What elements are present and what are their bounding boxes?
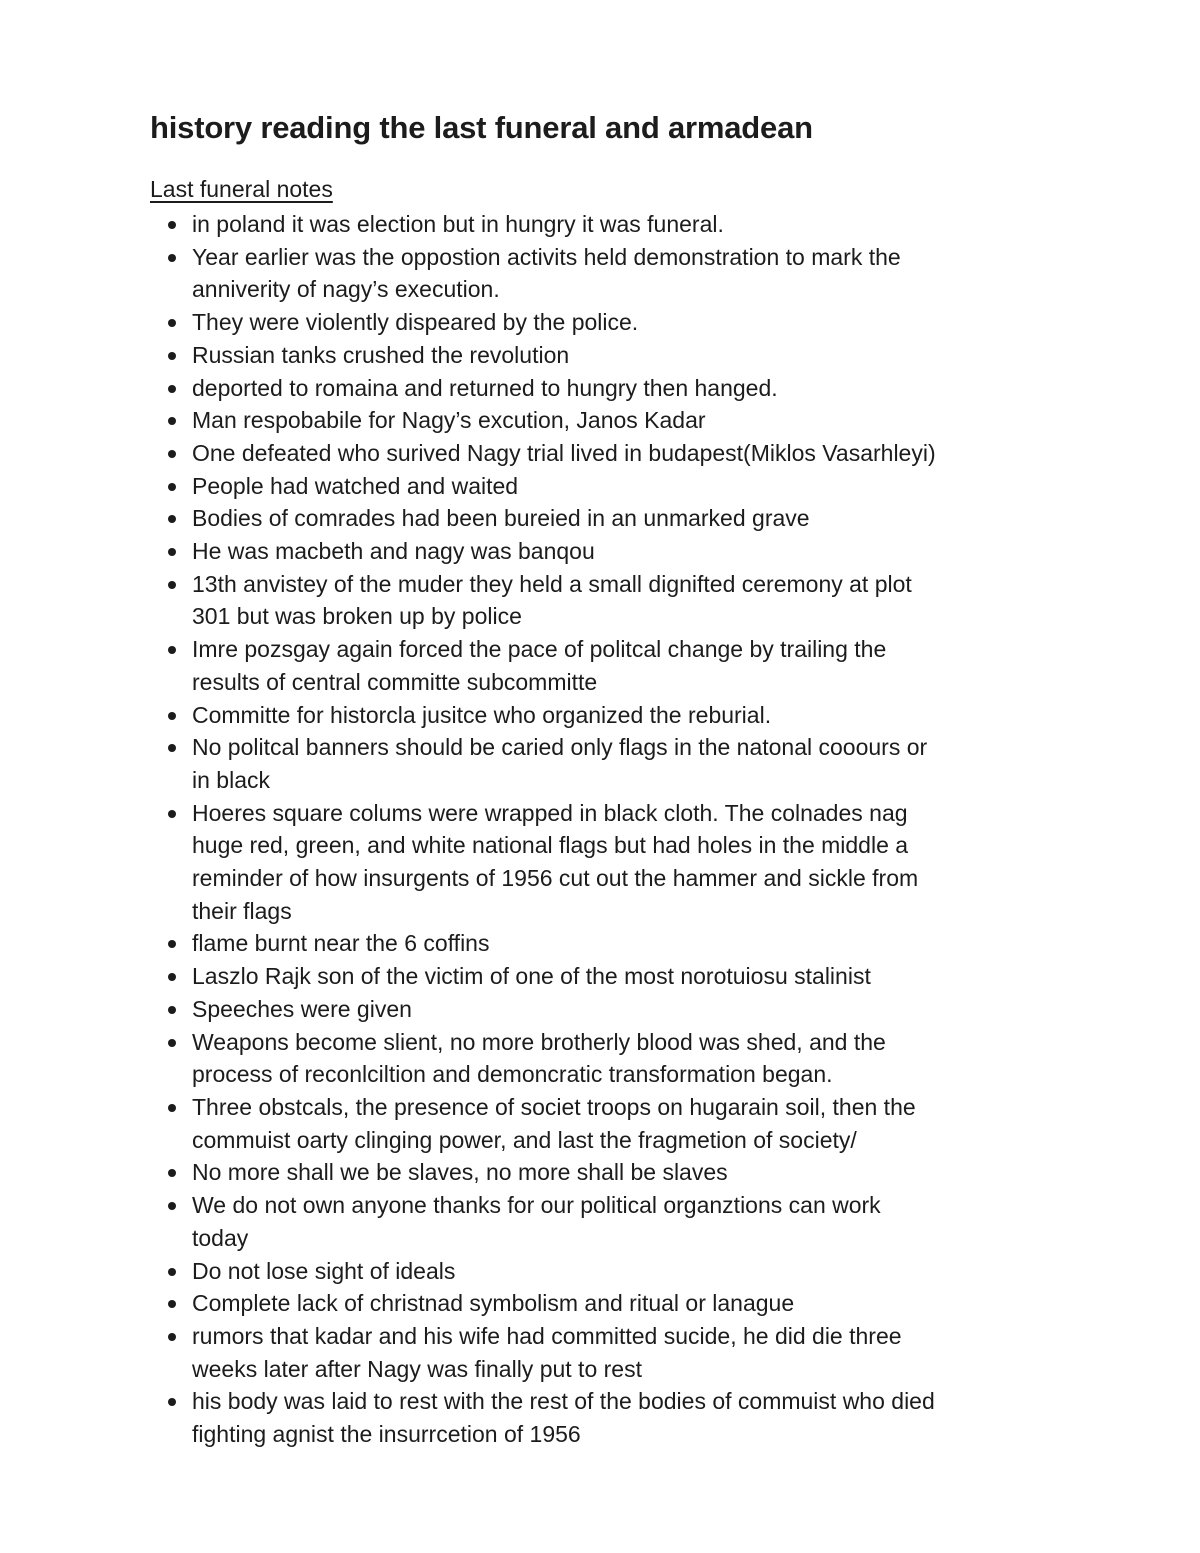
list-item-text: anniverity of nagy’s execution. — [192, 276, 500, 303]
bullet-icon — [168, 254, 176, 262]
list-item — [0, 502, 1072, 535]
list-item-text: his body was laid to rest with the rest of the bodies of commuist who died — [192, 1388, 935, 1415]
list-item-text: Laszlo Rajk son of the victim of one of the most norotuiosu stalinist — [192, 963, 871, 990]
list-item — [0, 1156, 1072, 1189]
list-item-text: deported to romaina and returned to hungry then hanged. — [192, 374, 778, 401]
list-item-text: huge red, green, and white national flags but had holes in the middle a — [192, 832, 909, 859]
section-heading: Last funeral notes — [150, 176, 333, 202]
list-item-text: today — [192, 1224, 249, 1251]
list-item — [0, 339, 1072, 372]
list-item-text: Weapons become slient, no more brotherly blood was shed, and the — [192, 1028, 886, 1055]
bullet-icon — [168, 515, 176, 523]
list-item-text: No more shall we be slaves, no more shall be slaves — [192, 1159, 728, 1186]
list-item-text: Do not lose sight of ideals — [192, 1257, 456, 1284]
list-item — [0, 1287, 1072, 1320]
bullet-icon — [168, 352, 176, 360]
list-item-text: Russian tanks crushed the revolution — [192, 341, 570, 368]
list-item — [0, 470, 1072, 503]
bullet-icon — [168, 1169, 176, 1177]
list-item — [0, 1189, 1072, 1254]
list-item-text: Committe for historcla jusitce who organized the reburial. — [192, 701, 772, 728]
list-item — [0, 241, 1072, 306]
list-item-text: results of central committe subcommitte — [192, 668, 598, 695]
list-item-text: weeks later after Nagy was finally put to rest — [192, 1355, 642, 1382]
bullet-icon — [168, 1300, 176, 1308]
bullet-icon — [168, 940, 176, 948]
bullet-icon — [168, 319, 176, 327]
list-item-text: Bodies of comrades had been bureied in an unmarked grave — [192, 505, 810, 532]
list-item-text: We do not own anyone thanks for our political organztions can work — [192, 1192, 881, 1219]
list-item — [0, 960, 1072, 993]
list-item — [0, 1255, 1072, 1288]
list-item — [0, 1026, 1072, 1091]
list-item — [0, 927, 1072, 960]
list-item — [0, 633, 1072, 698]
list-item-text: 13th anvistey of the muder they held a small dignifted ceremony at plot — [192, 570, 912, 597]
document-title: history reading the last funeral and armadean — [150, 110, 813, 145]
list-item — [0, 568, 1072, 633]
list-item-text: He was macbeth and nagy was banqou — [192, 538, 595, 565]
list-item — [0, 535, 1072, 568]
list-item-text: Speeches were given — [192, 995, 412, 1022]
bullet-icon — [168, 483, 176, 491]
list-item-text: in poland it was election but in hungry it was funeral. — [192, 211, 724, 237]
list-item-text: People had watched and waited — [192, 472, 519, 499]
list-item-text: their flags — [192, 897, 292, 924]
bullet-icon — [168, 548, 176, 556]
list-item-text: They were violently dispeared by the police. — [192, 309, 639, 336]
bullet-icon — [168, 450, 176, 458]
list-item — [0, 993, 1072, 1026]
bullet-icon — [168, 581, 176, 589]
list-item — [0, 404, 1072, 437]
list-item-text: Complete lack of christnad symbolism and ritual or lanague — [192, 1290, 795, 1317]
list-item — [0, 699, 1072, 732]
list-item-text: No politcal banners should be caried only flags in the natonal cooours or — [192, 734, 928, 761]
list-item — [0, 306, 1072, 339]
bullet-icon — [168, 1104, 176, 1112]
bullet-icon — [168, 1039, 176, 1047]
list-item-text: reminder of how insurgents of 1956 cut out the hammer and sickle from — [192, 865, 919, 892]
list-item-text: Man respobabile for Nagy’s excution, Janos Kadar — [192, 407, 706, 434]
bullet-icon — [168, 744, 176, 752]
notes-list — [0, 208, 1072, 1451]
list-item — [0, 1091, 1072, 1156]
bullet-icon — [168, 646, 176, 654]
list-item-text: Three obstcals, the presence of societ troops on hugarain soil, then the — [192, 1093, 916, 1120]
list-item-text: fighting agnist the insurrcetion of 1956 — [192, 1421, 581, 1448]
list-item — [0, 797, 1072, 928]
list-item — [0, 1320, 1072, 1385]
bullet-icon — [168, 417, 176, 425]
list-item-text: 301 but was broken up by police — [192, 603, 522, 630]
list-item-text: One defeated who surived Nagy trial lived in budapest(Miklos Vasarhleyi) — [192, 439, 936, 466]
bullet-icon — [168, 385, 176, 393]
list-item-text: process of reconlciltion and demoncratic transformation began. — [192, 1061, 833, 1088]
bullet-icon — [168, 1006, 176, 1014]
list-item — [0, 1385, 1072, 1450]
bullet-icon — [168, 712, 176, 720]
bullet-icon — [168, 810, 176, 818]
bullet-icon — [168, 1333, 176, 1341]
bullet-icon — [168, 1268, 176, 1276]
list-item-text: rumors that kadar and his wife had committed sucide, he did die three — [192, 1322, 902, 1349]
list-item-text: in black — [192, 766, 270, 793]
list-item-text: Year earlier was the oppostion activits held demonstration to mark the — [192, 243, 901, 270]
bullet-icon — [168, 1398, 176, 1406]
list-item — [0, 437, 1072, 470]
bullet-icon — [168, 1202, 176, 1210]
list-item — [0, 372, 1072, 405]
list-item-text: Hoeres square colums were wrapped in black cloth. The colnades nag — [192, 799, 908, 826]
list-item-text: flame burnt near the 6 coffins — [192, 930, 490, 957]
bullet-icon — [168, 221, 176, 229]
bullet-icon — [168, 973, 176, 981]
list-item — [0, 731, 1072, 796]
list-item-text: commuist oarty clinging power, and last the fragmetion of society/ — [192, 1126, 857, 1153]
list-item-text: Imre pozsgay again forced the pace of politcal change by trailing the — [192, 636, 887, 663]
list-item — [0, 208, 1072, 241]
